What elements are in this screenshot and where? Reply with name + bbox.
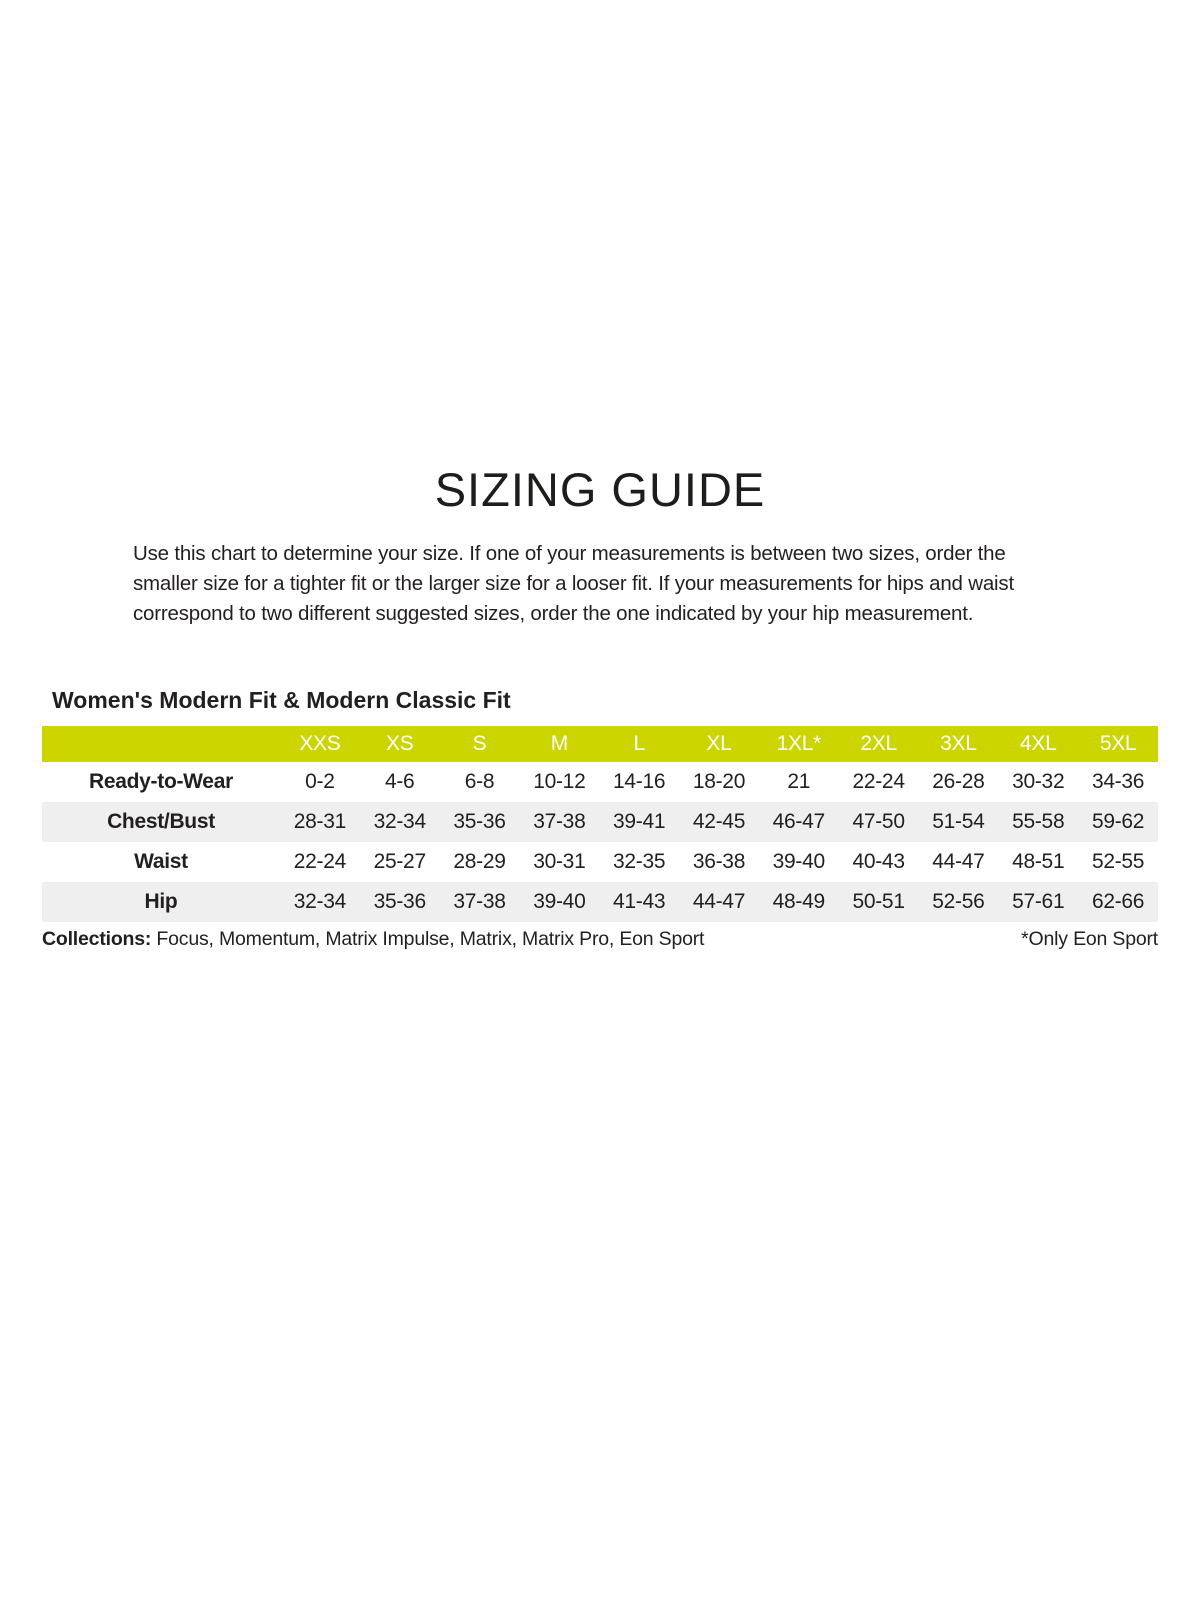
size-header: XS: [360, 726, 440, 762]
size-header: 2XL: [839, 726, 919, 762]
size-cell: 18-20: [692, 770, 746, 793]
size-header-empty: [42, 726, 280, 762]
size-cell: 52-55: [1091, 850, 1145, 873]
size-cell: 4-6: [384, 770, 415, 793]
page-title: SIZING GUIDE: [434, 463, 766, 516]
row-label: Hip: [42, 882, 280, 922]
table-row-waist: [42, 842, 1158, 882]
table-row-hip: [42, 882, 1158, 922]
size-cell: 41-43: [599, 882, 679, 922]
size-cell: 28-31: [280, 802, 360, 842]
size-cell: 14-16: [613, 770, 666, 793]
intro-paragraph: Use this chart to determine your size. If one of your measurements is between two sizes, order the smaller size for a tighter fit or the larger size for a looser fit. If your measurements for hips and waist correspond to two different suggested sizes, order the one indicated by your hip measurement.: [133, 542, 1014, 625]
size-cell: 30-32: [1012, 770, 1065, 793]
size-cell: 32-35: [613, 850, 666, 873]
size-cell: 0-2: [305, 770, 335, 793]
table-footer: [42, 928, 1158, 951]
size-cell: 34-36: [1091, 770, 1145, 793]
size-cell: 22-24: [852, 770, 905, 793]
collections-label: Collections:: [42, 928, 152, 950]
size-cell: 57-61: [998, 882, 1078, 922]
size-cell: 39-40: [772, 850, 825, 873]
size-header: 5XL: [1078, 726, 1158, 762]
size-header: 4XL: [998, 726, 1078, 762]
size-cell: 44-47: [679, 882, 759, 922]
size-cell: 51-54: [919, 802, 999, 842]
size-cell: 40-43: [852, 850, 905, 873]
footnote: *Only Eon Sport: [1021, 928, 1158, 950]
collections-line: [42, 928, 704, 951]
size-cell: 26-28: [932, 770, 985, 793]
size-cell: 10-12: [533, 770, 586, 793]
size-cell: 62-66: [1078, 882, 1158, 922]
size-cell: 28-29: [453, 850, 506, 873]
sizing-table: [42, 726, 1158, 922]
size-header: 1XL*: [759, 726, 839, 762]
size-cell: 21: [787, 770, 811, 793]
size-cell: 39-41: [599, 802, 679, 842]
size-cell: 22-24: [293, 850, 347, 873]
size-header-row: [42, 726, 1158, 762]
size-cell: 48-51: [1012, 850, 1065, 873]
size-cell: 6-8: [464, 770, 495, 793]
size-header: XXS: [280, 726, 360, 762]
sizing-guide-page: [0, 462, 1200, 1600]
table-row-ready-to-wear: [42, 762, 1158, 802]
row-label: Ready-to-Wear: [89, 770, 233, 793]
size-cell: 55-58: [998, 802, 1078, 842]
collections-list: Focus, Momentum, Matrix Impulse, Matrix, Matrix Pro, Eon Sport: [151, 928, 705, 950]
size-header: 3XL: [919, 726, 999, 762]
size-header: L: [599, 726, 679, 762]
size-cell: 39-40: [519, 882, 599, 922]
table-row-chest-bust: [42, 802, 1158, 842]
size-cell: 25-27: [373, 850, 426, 873]
size-cell: 50-51: [839, 882, 919, 922]
row-label: Waist: [134, 850, 188, 873]
size-cell: 47-50: [839, 802, 919, 842]
size-cell: 32-34: [280, 882, 360, 922]
size-cell: 48-49: [759, 882, 839, 922]
size-cell: 36-38: [692, 850, 746, 873]
size-cell: 46-47: [759, 802, 839, 842]
size-header: XL: [679, 726, 759, 762]
size-cell: 44-47: [932, 850, 985, 873]
size-cell: 42-45: [679, 802, 759, 842]
size-cell: 35-36: [360, 882, 440, 922]
size-cell: 37-38: [440, 882, 520, 922]
size-cell: 59-62: [1078, 802, 1158, 842]
size-cell: 52-56: [919, 882, 999, 922]
size-cell: 35-36: [440, 802, 520, 842]
size-cell: 32-34: [360, 802, 440, 842]
row-label: Chest/Bust: [42, 802, 280, 842]
size-cell: 30-31: [533, 850, 586, 873]
size-header: M: [519, 726, 599, 762]
size-cell: 37-38: [519, 802, 599, 842]
size-header: S: [440, 726, 520, 762]
section-heading: Women's Modern Fit & Modern Classic Fit: [52, 687, 511, 713]
